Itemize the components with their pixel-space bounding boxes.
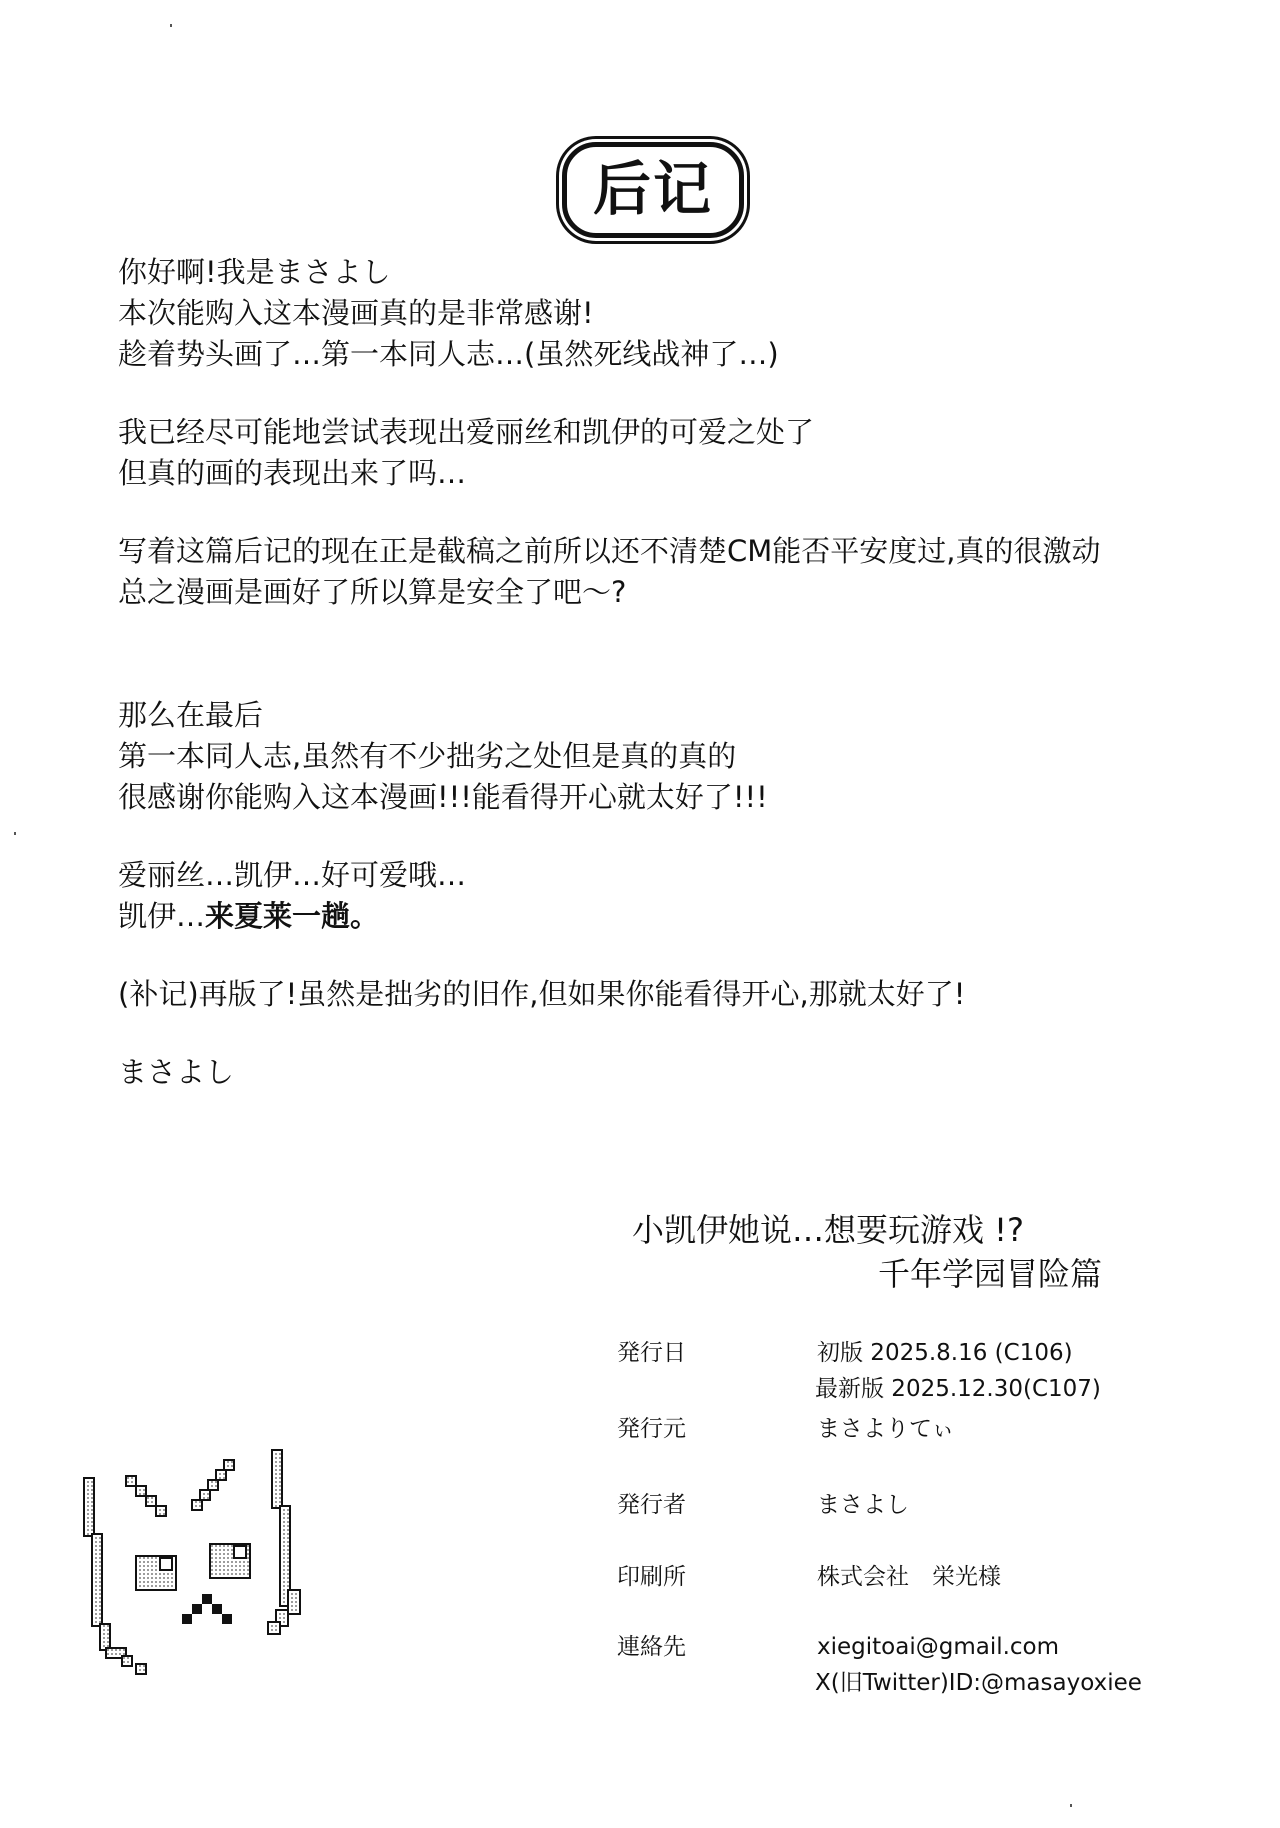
paragraph-cute — [118, 855, 1238, 937]
text-line: 我已经尽可能地尝试表现出爱丽丝和凯伊的可爱之处了 — [118, 415, 815, 449]
issuer-label: 発行者 — [617, 1492, 686, 1518]
paragraph-postscript — [118, 974, 1238, 1015]
text-line: 但真的画的表现出来了吗… — [118, 456, 467, 490]
afterword-body — [118, 252, 1238, 1093]
scan-speck — [1070, 1804, 1072, 1807]
issue-date-label: 発行日 — [617, 1340, 686, 1366]
latest-edition-value: 最新版 2025.12.30(C107) — [815, 1376, 1101, 1402]
bold-line-emphasis: 来夏莱一趟。 — [205, 899, 380, 933]
text-line: 很感谢你能购入这本漫画!!!能看得开心就太好了!!! — [118, 780, 768, 814]
text-line: 本次能购入这本漫画真的是非常感谢! — [118, 296, 594, 330]
book-title-line-1: 小凯伊她说…想要玩游戏 !? — [632, 1211, 1024, 1249]
text-line: 总之漫画是画好了所以算是安全了吧～? — [118, 575, 627, 609]
afterword-title-badge — [562, 142, 744, 238]
text-line: 写着这篇后记的现在正是截稿之前所以还不清楚CM能否平安度过,真的很激动 — [118, 534, 1101, 568]
issuer-value: まさよし — [817, 1492, 909, 1518]
text-line: (补记)再版了!虽然是拙劣的旧作,但如果你能看得开心,那就太好了! — [118, 977, 966, 1011]
pixel-face-doodle-icon — [78, 1444, 378, 1704]
paragraph-signature — [118, 1052, 1238, 1093]
text-line: 你好啊!我是まさよし — [118, 255, 391, 289]
twitter-value: X(旧Twitter)ID:@masayoxiee — [815, 1670, 1142, 1696]
paragraph-thanks — [118, 695, 1238, 818]
publisher-label: 発行元 — [617, 1416, 686, 1442]
text-line-bold — [118, 896, 1238, 937]
bold-line-prefix: 凯伊… — [118, 899, 206, 933]
author-signature: まさよし — [118, 1055, 235, 1089]
text-line: 第一本同人志,虽然有不少拙劣之处但是真的真的 — [118, 739, 737, 773]
paragraph-greeting — [118, 252, 1238, 375]
paragraph-characters — [118, 412, 1238, 494]
scan-speck — [170, 24, 172, 27]
text-line: 爱丽丝…凯伊…好可爱哦… — [118, 858, 467, 892]
afterword-title: 后记 — [593, 155, 714, 223]
paragraph-deadline — [118, 531, 1238, 613]
book-title-line-2: 千年学园冒险篇 — [878, 1255, 1103, 1293]
contact-label: 連絡先 — [617, 1634, 686, 1660]
text-line: 趁着势头画了…第一本同人志…(虽然死线战神了…) — [118, 337, 779, 371]
text-line: 那么在最后 — [118, 698, 264, 732]
scan-speck — [14, 832, 16, 835]
printer-value: 株式会社 栄光様 — [817, 1564, 1001, 1590]
printer-label: 印刷所 — [617, 1564, 686, 1590]
first-edition-value: 初版 2025.8.16 (C106) — [817, 1340, 1073, 1366]
publisher-value: まさよりてぃ — [817, 1416, 955, 1442]
email-value: xiegitoai@gmail.com — [817, 1634, 1060, 1660]
book-title — [632, 1208, 1152, 1296]
